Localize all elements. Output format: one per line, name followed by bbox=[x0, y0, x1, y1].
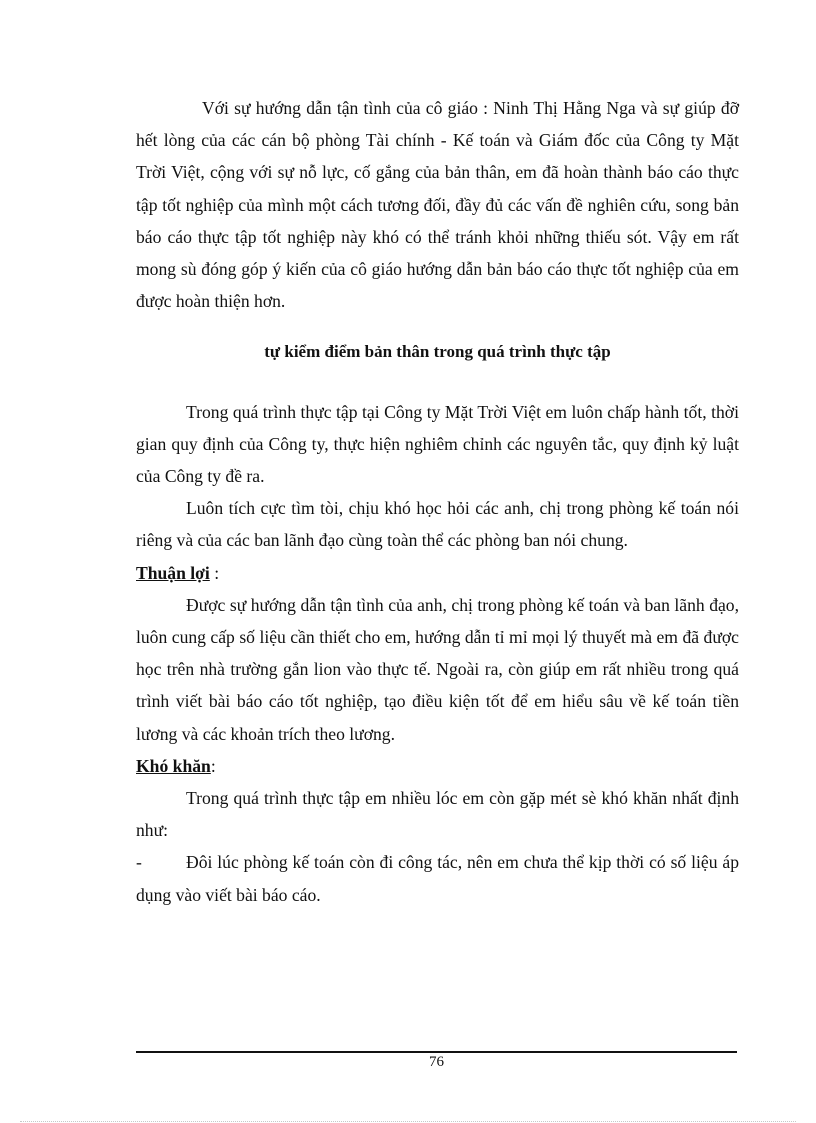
difficulties-heading bbox=[136, 750, 739, 782]
difficulties-bullet-item bbox=[136, 846, 739, 910]
advantages-paragraph: Được sự hướng dẫn tận tình của anh, chị trong phòng kế toán và ban lãnh đạo, luôn cung cấp số liệu cần thiết cho em, hướng dẫn tỉ mỉ mọi lý thuyết mà em đã được học trên nhà trường gắn lion vào thực tế. Ngoài ra, còn giúp em rất nhiều trong quá trình viết bài báo cáo tốt nghiệp, tạo điều kiện tốt để em hiểu sâu về kế toán tiền lương và các khoản trích theo lương. bbox=[136, 594, 739, 744]
page-bottom-edge bbox=[20, 1121, 796, 1122]
difficulties-label: Khó khăn bbox=[136, 755, 211, 776]
bullet-text: Đôi lúc phòng kế toán còn đi công tác, nên em chưa thể kịp thời có số liệu áp dụng vào viết bài báo cáo. bbox=[136, 852, 739, 905]
intro-paragraph: Với sự hướng dẫn tận tình của cô giáo : Ninh Thị Hằng Nga và sự giúp đỡ hết lòng của các cán bộ phòng Tài chính - Kế toán và Giám đốc của Công ty Mặt Trời Việt, cộng với sự nỗ lực, cố gắng của bản thân, em đã hoàn thành báo cáo thực tập tốt nghiệp của mình một cách tương đối, đầy đủ các vấn đề nghiên cứu, song bản báo cáo thực tập tốt nghiệp này khó có thể tránh khỏi những thiếu sót. Vậy em rất mong sù đóng góp ý kiến của cô giáo hướng dẫn bản báo cáo thực tốt nghiệp của em được hoàn thiện hơn. bbox=[136, 98, 739, 312]
advantages-heading bbox=[136, 557, 739, 589]
page-content bbox=[136, 92, 739, 911]
bullet-dash: - bbox=[136, 852, 142, 873]
difficulties-suffix: : bbox=[210, 755, 216, 776]
self-review-paragraph-2: Luôn tích cực tìm tòi, chịu khó học hỏi các anh, chị trong phòng kế toán nói riêng và của các ban lãnh đạo cùng toàn thể các phòng ban nói chung. bbox=[136, 498, 739, 551]
advantages-suffix: : bbox=[209, 562, 220, 583]
self-review-paragraph-1: Trong quá trình thực tập tại Công ty Mặt Trời Việt em luôn chấp hành tốt, thời gian quy định của Công ty, thực hiện nghiêm chỉnh các nguyên tắc, quy định kỷ luật của Công ty đề ra. bbox=[136, 401, 739, 487]
advantages-label: Thuận lợi bbox=[136, 562, 210, 583]
page-number: 76 bbox=[429, 1054, 444, 1070]
section-heading: tự kiểm điểm bản thân trong quá trình thực tập bbox=[264, 342, 611, 362]
difficulties-paragraph: Trong quá trình thực tập em nhiều lóc em còn gặp mét sè khó khăn nhất định như: bbox=[136, 788, 739, 841]
